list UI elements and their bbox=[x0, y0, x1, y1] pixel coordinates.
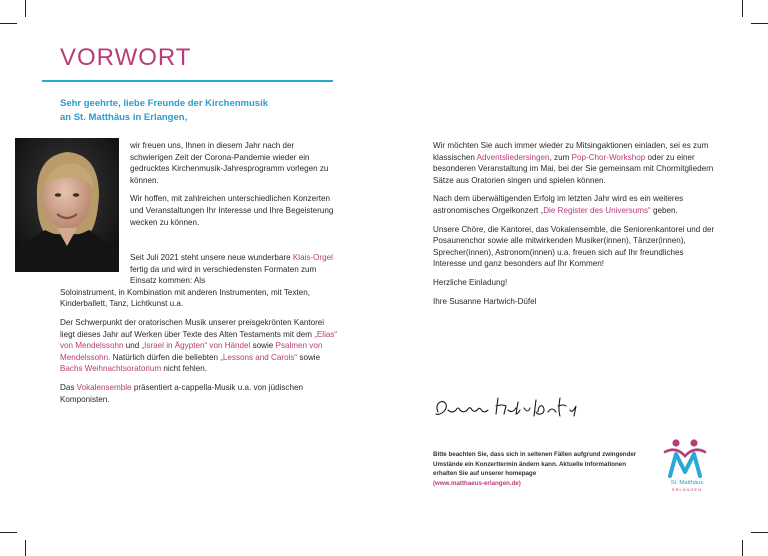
highlight-bach: Bachs Weihnachtsoratorium bbox=[60, 364, 162, 374]
text-run: oder zu einer besonderen Veranstaltung im Mai, bei der Sie gemeinsam mit Chormitgliedern Sätze aus Oratorien singen und spielen können. bbox=[433, 152, 714, 185]
intro-text bbox=[130, 140, 338, 235]
text-run: Nach dem überwältigenden Erfolg im letzten Jahr wird es ein weiteres astronomisches Orgelkonzert bbox=[433, 194, 684, 215]
paragraph bbox=[433, 193, 715, 216]
crop-mark bbox=[0, 532, 17, 533]
homepage-link[interactable]: (www.matthaeus-erlangen.de) bbox=[433, 479, 521, 487]
highlight-psalmen: Psalmen von Mendelssohn. bbox=[60, 341, 323, 362]
text-run: Natürlich dürfen die beliebten bbox=[112, 352, 218, 362]
paragraph: Wir hoffen, mit zahlreichen unterschiedlichen Konzerten und Veranstaltungen Ihr Interesse und Ihre Begeisterung wecken zu können. bbox=[130, 194, 334, 227]
text-run: präsentiert a-cappella-Musik u.a. von jüdischen Komponisten. bbox=[60, 382, 303, 404]
crop-mark bbox=[25, 0, 26, 17]
text-run: sowie bbox=[252, 341, 274, 351]
main-text bbox=[60, 252, 338, 412]
text-run: nicht fehlen. bbox=[163, 364, 207, 374]
highlight-popchor: Pop-Chor-Workshop bbox=[571, 152, 646, 162]
crop-mark bbox=[742, 540, 743, 556]
highlight-vokalensemble: Vokalensemble bbox=[76, 382, 132, 392]
crop-mark bbox=[25, 540, 26, 556]
right-text bbox=[433, 140, 715, 314]
title-underline bbox=[42, 80, 333, 82]
paragraph: wir freuen uns, Ihnen in diesem Jahr nach der schwierigen Zeit der Corona-Pandemie wieder ein gedrucktes Kirchenmusik-Jahresprogramm vorlegen zu können. bbox=[130, 141, 329, 185]
text-run: Der Schwerpunkt der oratorischen Musik unserer preisgekrönten Kantorei liegt dieses Jahr auf Werken über Texte des Alten Testaments mit dem bbox=[60, 317, 325, 339]
notice bbox=[433, 450, 648, 488]
greeting bbox=[60, 97, 320, 124]
highlight-organ: Klais-Orgel bbox=[292, 253, 333, 262]
crop-mark bbox=[742, 0, 743, 17]
highlight-lessons: „Lessons and Carols“ bbox=[220, 352, 298, 362]
text-run: und bbox=[125, 341, 140, 351]
closing: Herzliche Einladung! bbox=[433, 277, 508, 287]
text-run: Soloinstrument, in Kombination mit anderen Instrumenten, mit Texten, Kinderballett, Tanz, Lichtkunst u.a. bbox=[60, 287, 310, 309]
page-title: VORWORT bbox=[60, 44, 192, 71]
paragraph bbox=[60, 317, 338, 375]
text-run: geben. bbox=[652, 205, 678, 215]
sender: Ihre Susanne Hartwich-Düfel bbox=[433, 296, 537, 306]
logo-city: ERLANGEN bbox=[671, 486, 702, 492]
highlight-advent: Adventsliedersingen bbox=[476, 152, 550, 162]
text-run: Seit Juli 2021 steht unsere neue wunderbare bbox=[130, 253, 291, 262]
highlight-elias: „Elias“ von Mendelssohn bbox=[60, 329, 338, 351]
text-run: fertig da und wird in verschiedensten Formaten zum Einsatz kommen: Als bbox=[130, 264, 317, 286]
highlight-israel: „Israel in Ägypten“ von Händel bbox=[141, 341, 251, 351]
text-run: Das bbox=[60, 382, 75, 392]
signature bbox=[432, 392, 602, 422]
greeting-line: an St. Matthäus in Erlangen, bbox=[60, 111, 188, 123]
text-run: Wir möchten Sie auch immer wieder zu Mitsingaktionen einladen, sei es zum klassischen bbox=[433, 141, 709, 162]
crop-mark bbox=[751, 532, 768, 533]
paragraph bbox=[60, 252, 338, 310]
notice-text: Aktuelle Informationen erhalten Sie auf unserer homepage bbox=[433, 460, 627, 478]
paragraph: Unsere Chöre, die Kantorei, das Vokalensemble, die Seniorenkantorei und der Posaunenchor sowie alle mitwirkenden Musiker(innen), Tänzer(innen), Sprecher(innen), Astronom(innen) u.a. freuen sich auf Ihr freundliches Interesse und ganz besonders auf Ihr Kommen! bbox=[433, 224, 715, 269]
highlight-register: „Die Register des Universums“ bbox=[540, 205, 651, 215]
crop-mark bbox=[0, 23, 17, 24]
text-run: , zum bbox=[549, 152, 570, 162]
logo-name: St. Matthäus bbox=[670, 480, 704, 486]
paragraph bbox=[60, 382, 338, 405]
greeting-line: Sehr geehrte, liebe Freunde der Kirchenmusik bbox=[60, 98, 269, 109]
text-run: sowie bbox=[299, 352, 321, 362]
logo-caption bbox=[662, 480, 712, 493]
notice-text: Bitte beachten Sie, dass sich in seltenen Fällen aufgrund zwingender Umstände ein Konzerttermin ändern kann. bbox=[433, 451, 637, 468]
paragraph bbox=[433, 140, 715, 186]
crop-mark bbox=[751, 23, 768, 24]
